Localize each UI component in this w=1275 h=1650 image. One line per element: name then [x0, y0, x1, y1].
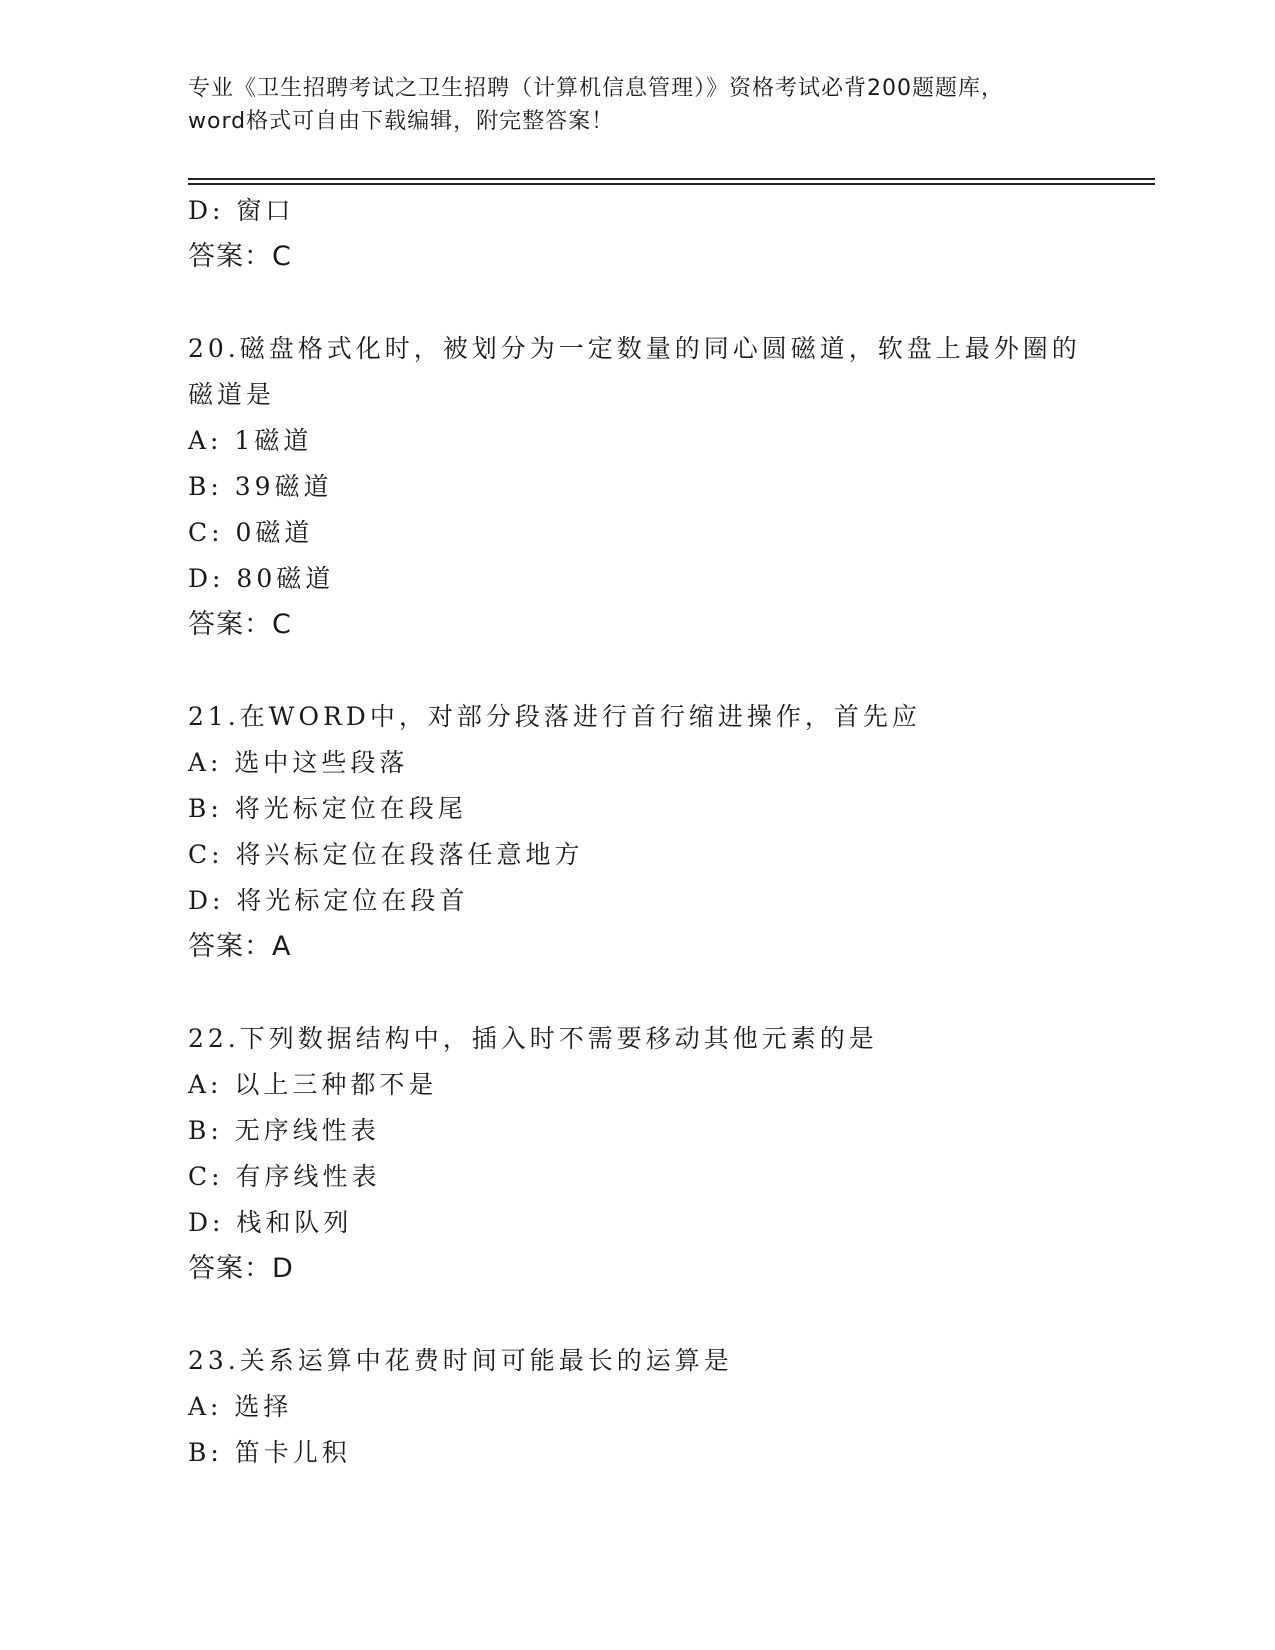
question-list [188, 188, 1128, 1476]
answer-line: 答案：A [188, 931, 292, 962]
document-header [188, 72, 1088, 138]
answer-line: 答案：C [188, 241, 292, 272]
question-20 [188, 326, 1128, 648]
option-a: A: 选中这些段落 [188, 748, 409, 777]
option-d: D: 80磁道 [188, 564, 335, 593]
header-title-line-2: word格式可自由下载编辑，附完整答案！ [188, 109, 615, 134]
option-d: D: 栈和队列 [188, 1208, 353, 1237]
option-b: B: 无序线性表 [188, 1116, 380, 1145]
option-b: B: 笛卡儿积 [188, 1438, 351, 1467]
question-stem-continued: 磁道是 [188, 380, 276, 409]
answer-line: 答案：C [188, 609, 292, 640]
option-d: D: 将光标定位在段首 [188, 886, 469, 915]
spacer [188, 970, 1128, 1016]
option-c: C: 将兴标定位在段落任意地方 [188, 840, 584, 869]
option-a: A: 选择 [188, 1392, 293, 1421]
option-b: B: 将光标定位在段尾 [188, 794, 467, 823]
header-divider-top [188, 178, 1155, 180]
option-b: B: 39磁道 [188, 472, 333, 501]
question-stem: 20.磁盘格式化时，被划分为一定数量的同心圆磁道，软盘上最外圈的 [188, 334, 1081, 363]
option-c: C: 有序线性表 [188, 1162, 381, 1191]
option-a: A: 以上三种都不是 [188, 1070, 438, 1099]
question-stem: 23.关系运算中花费时间可能最长的运算是 [188, 1346, 733, 1375]
spacer [188, 280, 1128, 326]
header-title-line-1: 专业《卫生招聘考试之卫生招聘（计算机信息管理）》资格考试必背200题题库， [188, 76, 1004, 101]
option-a: A: 1磁道 [188, 426, 313, 455]
answer-line: 答案：D [188, 1253, 294, 1284]
header-divider-bottom [188, 183, 1155, 185]
question-stem: 21.在WORD中，对部分段落进行首行缩进操作，首先应 [188, 702, 921, 731]
spacer [188, 1292, 1128, 1338]
question-stem: 22.下列数据结构中，插入时不需要移动其他元素的是 [188, 1024, 878, 1053]
question-22 [188, 1016, 1128, 1292]
question-21 [188, 694, 1128, 970]
spacer [188, 648, 1128, 694]
option-d: D: 窗口 [188, 196, 295, 225]
option-c: C: 0磁道 [188, 518, 314, 547]
question-23 [188, 1338, 1128, 1476]
